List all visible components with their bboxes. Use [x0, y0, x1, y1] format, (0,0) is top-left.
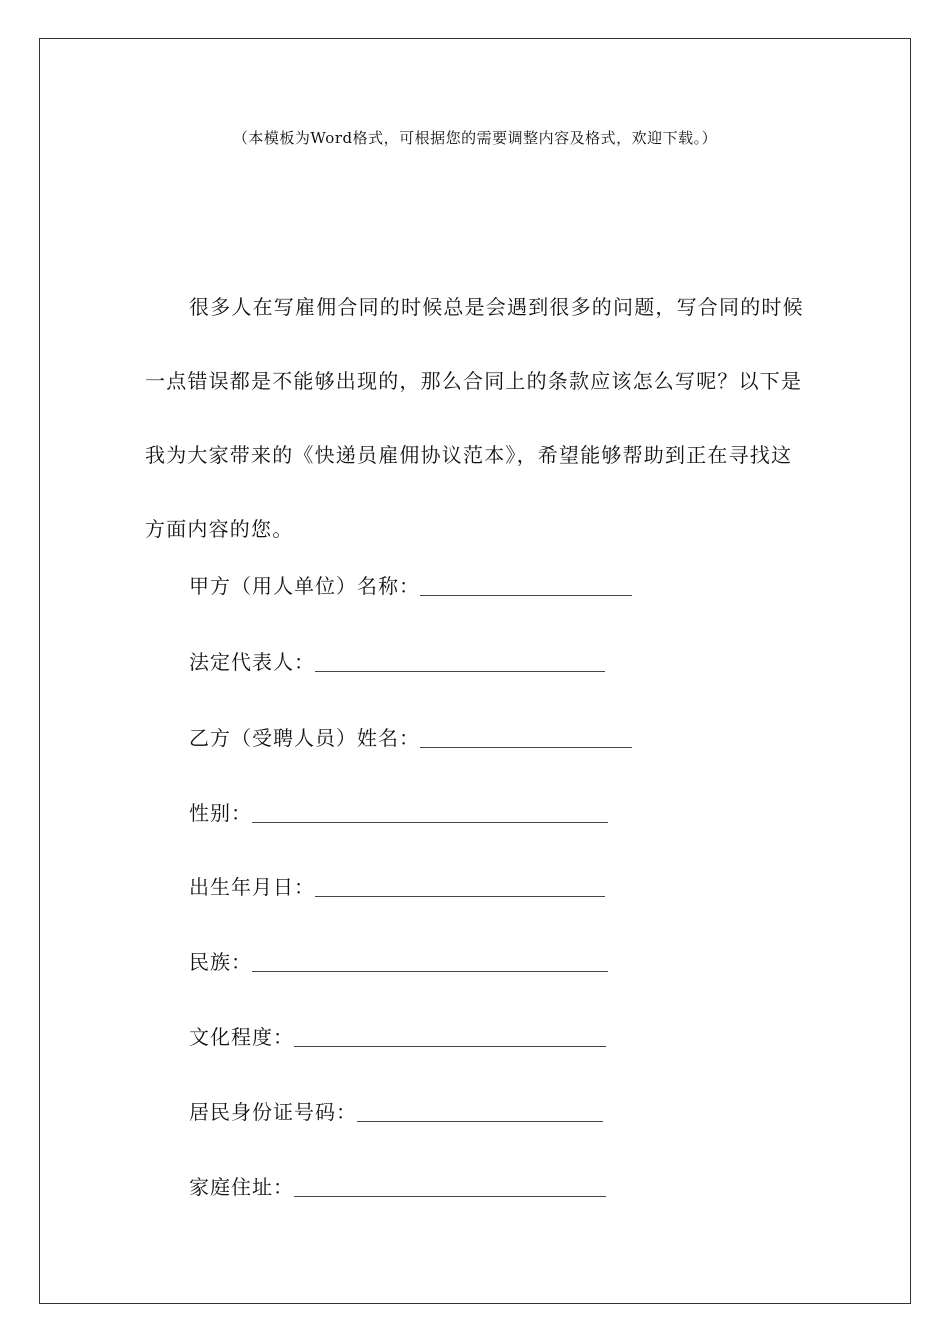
blank-line[interactable] [420, 727, 632, 748]
field-label: 民族： [189, 950, 252, 974]
field-label: 性别： [189, 801, 252, 825]
blank-line[interactable] [252, 951, 608, 972]
blank-line[interactable] [294, 1176, 606, 1197]
field-label: 家庭住址： [189, 1175, 294, 1199]
blank-line[interactable] [294, 1026, 606, 1047]
field-label: 居民身份证号码： [189, 1100, 357, 1124]
field-education [189, 1023, 606, 1051]
field-label: 文化程度： [189, 1025, 294, 1049]
template-note: （本模板为Word格式，可根据您的需要调整内容及格式，欢迎下载。） [232, 129, 718, 147]
field-gender [189, 799, 608, 827]
blank-line[interactable] [252, 802, 608, 823]
blank-line[interactable] [315, 651, 605, 672]
blank-line[interactable] [420, 575, 632, 596]
field-label: 出生年月日： [189, 875, 315, 899]
field-label: 乙方（受聘人员）姓名： [189, 726, 420, 750]
field-legal-representative [189, 648, 605, 676]
field-ethnicity [189, 948, 608, 976]
intro-paragraph: 很多人在写雇佣合同的时候总是会遇到很多的问题，写合同的时候一点错误都是不能够出现的，那么合同上的条款应该怎么写呢？以下是我为大家带来的《快递员雇佣协议范本》，希望能够帮助到正在寻找这方面内容的您。 [145, 295, 804, 541]
blank-line[interactable] [315, 876, 605, 897]
field-label: 甲方（用人单位）名称： [189, 574, 420, 598]
field-home-address [189, 1173, 606, 1201]
blank-line[interactable] [357, 1101, 603, 1122]
field-id-number [189, 1098, 603, 1126]
field-employer-name [189, 572, 632, 600]
field-employee-name [189, 724, 632, 752]
field-label: 法定代表人： [189, 650, 315, 674]
field-birth-date [189, 873, 605, 901]
